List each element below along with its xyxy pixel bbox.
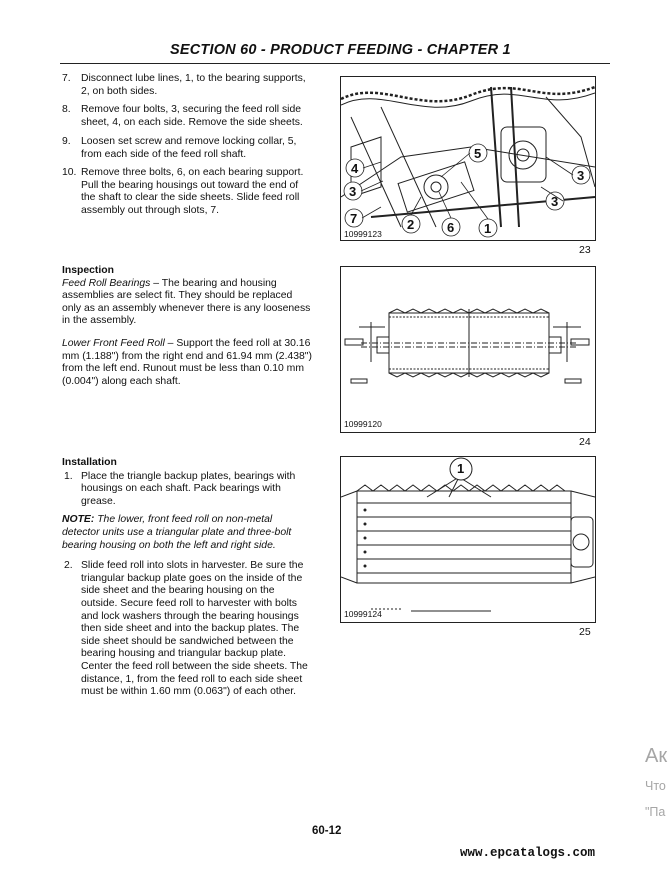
callout-3-left: 3 bbox=[349, 184, 357, 199]
step-8 bbox=[62, 104, 312, 129]
callout-1: 1 bbox=[457, 461, 465, 476]
step-text: Disconnect lube lines, 1, to the bearing supports, 2, on both sides. bbox=[81, 73, 306, 97]
watermark-line-1: Ак bbox=[645, 745, 668, 767]
figure-24-id: 10999120 bbox=[344, 419, 382, 429]
figure-24 bbox=[340, 266, 596, 433]
figure-23-number: 23 bbox=[579, 244, 591, 256]
installation-step-1 bbox=[62, 471, 312, 509]
step-text: Slide feed roll into slots in harvester. Be sure the triangular backup plate goes on the inside of the side sheet and the bearing housing on the outside. Secure feed roll to harvester with bolts and lock washers through the bearing housings then side sheet and into the backup plates. The side sheet should be sandwiched between the bearing housing and triangular backup plate. Center the feed roll between the side sheets. The distance, 1, from the feed roll to each side sheet must be within 1.60 mm (0.063") of each other. bbox=[81, 560, 308, 698]
step-number: 10. bbox=[62, 167, 77, 178]
figure-25-illustration bbox=[341, 457, 595, 622]
step-text: Remove three bolts, 6, on each bearing support. Pull the bearing housings out toward the end of the shaft to clear the side sheets. Slide feed roll assembly out through slots, 7. bbox=[81, 167, 304, 216]
inspection-paragraph-feed-roll bbox=[62, 338, 312, 388]
figure-24-number: 24 bbox=[579, 436, 591, 448]
step-number: 1. bbox=[64, 470, 73, 482]
step-number: 7. bbox=[62, 73, 71, 84]
note-text: The lower, front feed roll on non-metal detector units use a triangular plate and three-bolt bearing housing on both the left and right side. bbox=[62, 514, 292, 551]
step-text: Place the triangle backup plates, bearings with housings on each shaft. Pack bearings with grease. bbox=[81, 470, 296, 507]
figure-23-id: 10999123 bbox=[344, 229, 382, 239]
figure-23-illustration bbox=[341, 77, 595, 240]
inspection-text-feed-roll: – Support the feed roll at 30.16 mm (1.188") from the right end and 61.94 mm (2.438") from the left end. Runout must be less than 0.10 mm (0.004") along each shaft. bbox=[62, 337, 312, 387]
step-9 bbox=[62, 136, 312, 161]
step-text: Loosen set screw and remove locking collar, 5, from each side of the feed roll shaft. bbox=[81, 136, 297, 160]
inspection-paragraph-bearings bbox=[62, 278, 312, 328]
page-number: 60-12 bbox=[312, 825, 342, 837]
watermark-line-3: "Па bbox=[645, 805, 666, 819]
header-rule bbox=[60, 63, 610, 64]
figure-25-id: 10999124 bbox=[344, 609, 382, 619]
watermark-line-2: Что bbox=[645, 779, 666, 793]
callout-7: 7 bbox=[350, 211, 358, 226]
site-url: www.epcatalogs.com bbox=[460, 846, 596, 860]
figure-25-number: 25 bbox=[579, 626, 591, 638]
callout-5: 5 bbox=[474, 146, 482, 161]
inspection-label-bearings: Feed Roll Bearings bbox=[62, 277, 151, 289]
callout-1: 1 bbox=[484, 221, 492, 236]
inspection-section bbox=[62, 265, 312, 388]
figure-24-illustration bbox=[341, 267, 595, 432]
step-number: 2. bbox=[64, 560, 73, 572]
installation-section bbox=[62, 457, 312, 699]
installation-step-2 bbox=[62, 560, 312, 699]
section-header: SECTION 60 - PRODUCT FEEDING - CHAPTER 1 bbox=[170, 42, 511, 58]
callout-2: 2 bbox=[407, 217, 415, 232]
inspection-label-feed-roll: Lower Front Feed Roll bbox=[62, 337, 165, 349]
step-number: 9. bbox=[62, 136, 71, 147]
step-number: 8. bbox=[62, 104, 71, 115]
callout-6: 6 bbox=[447, 220, 455, 235]
step-10 bbox=[62, 167, 312, 217]
figure-23 bbox=[340, 76, 596, 241]
note-label: NOTE: bbox=[62, 514, 95, 526]
installation-heading: Installation bbox=[62, 457, 117, 468]
callout-4: 4 bbox=[351, 161, 359, 176]
inspection-text-bearings: – The bearing and housing assemblies are select fit. They should be replaced only as an assembly whenever there is any looseness in the assembly. bbox=[62, 277, 311, 327]
callout-3-right: 3 bbox=[577, 168, 585, 183]
step-7 bbox=[62, 73, 312, 98]
installation-note bbox=[62, 514, 312, 552]
callout-3-lower: 3 bbox=[551, 194, 559, 209]
figure-25 bbox=[340, 456, 596, 623]
inspection-heading: Inspection bbox=[62, 265, 114, 276]
step-text: Remove four bolts, 3, securing the feed roll side sheet, 4, on each side. Remove the side sheets. bbox=[81, 104, 303, 128]
